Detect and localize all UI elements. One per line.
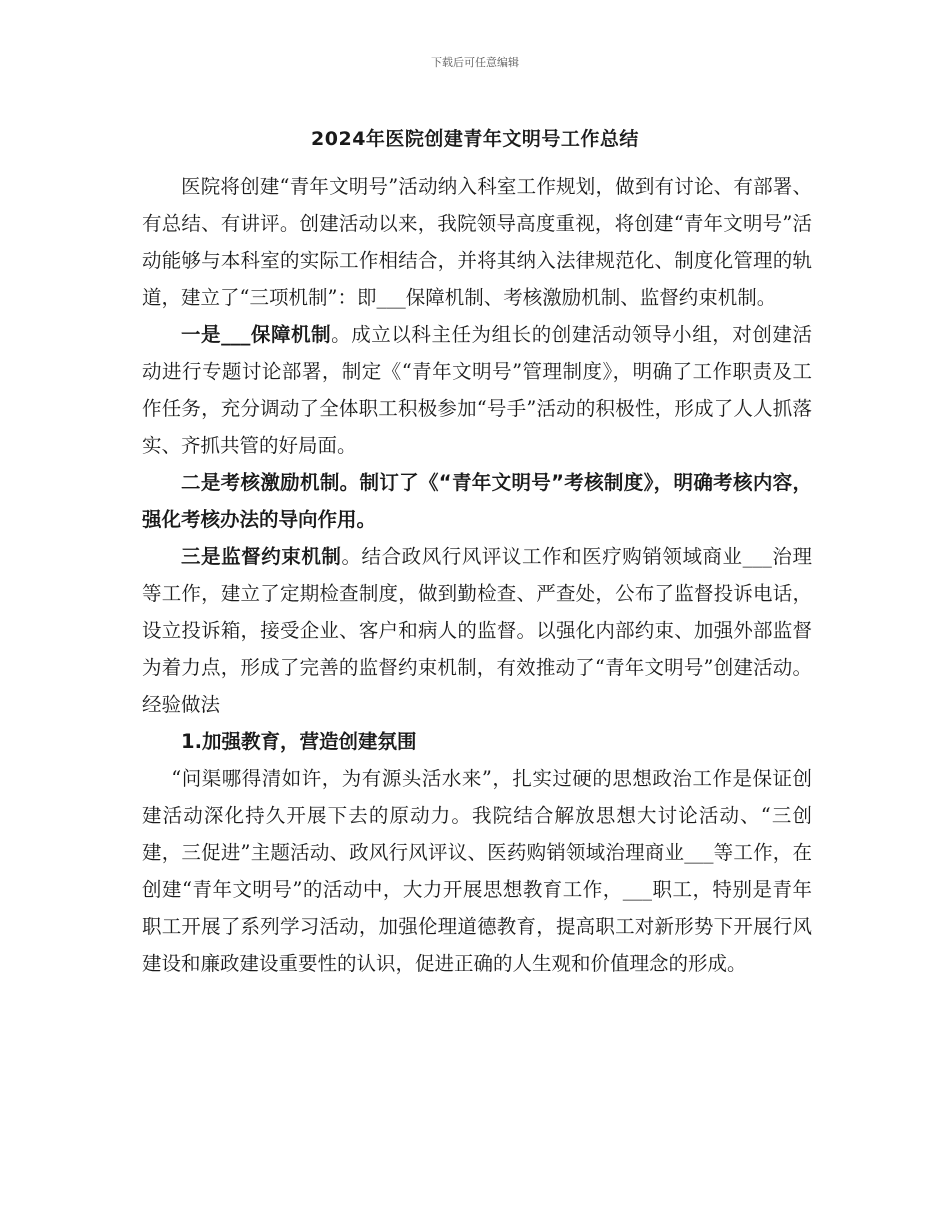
paragraph-mechanism-3 [142,538,812,723]
paragraph-text: 。成立以科主任为组长的创建活动领导小组，对创建活动进行专题讨论部署，制定《“青年文明号”管理制度》，明确了工作职责及工作任务，充分调动了全体职工积极参加“号手”活动的积极性，形成了人人抓落实、齐抓共管的好局面。 [142,323,812,457]
paragraph-lead: 三是监督约束机制 [181,545,342,568]
paragraph-education: “问渠哪得清如许，为有源头活水来”，扎实过硬的思想政治工作是保证创建活动深化持久开展下去的原动力。我院结合解放思想大讨论活动、“三创建，三促进”主题活动、政风行风评议、医药购销领域治理商业___等工作，在创建“青年文明号”的活动中，大力开展思想教育工作，___职工，特别是青年职工开展了系列学习活动，加强伦理道德教育，提高职工对新形势下开展行风建设和廉政建设重要性的认识，促进正确的人生观和价值理念的形成。 [142,767,812,975]
document-title: 2024年医院创建青年文明号工作总结 [311,128,639,150]
paragraph-lead: 一是___保障机制 [181,323,332,346]
paragraph-mechanism-1 [142,316,812,464]
document-body [142,168,812,982]
paragraph-text: 。结合政风行风评议工作和医疗购销领域商业___治理等工作，建立了定期检查制度，做到勤检查、严查处，公布了监督投诉电话，设立投诉箱，接受企业、客户和病人的监督。以强化内部约束、加强外部监督为着力点，形成了完善的监督约束机制，有效推动了“青年文明号”创建活动。经验做法 [142,545,812,716]
header-note: 下载后可任意编辑 [431,56,519,69]
paragraph-mechanism-2: 二是考核激励机制。制订了《“青年文明号”考核制度》，明确考核内容，强化考核办法的导向作用。 [142,471,812,531]
paragraph-intro: 医院将创建“青年文明号”活动纳入科室工作规划，做到有讨论、有部署、有总结、有讲评。创建活动以来，我院领导高度重视，将创建“青年文明号”活动能够与本科室的实际工作相结合，并将其纳入法律规范化、制度化管理的轨道，建立了“三项机制”：即___保障机制、考核激励机制、监督约束机制。 [142,175,812,309]
section-heading: 1.加强教育，营造创建氛围 [181,730,417,753]
